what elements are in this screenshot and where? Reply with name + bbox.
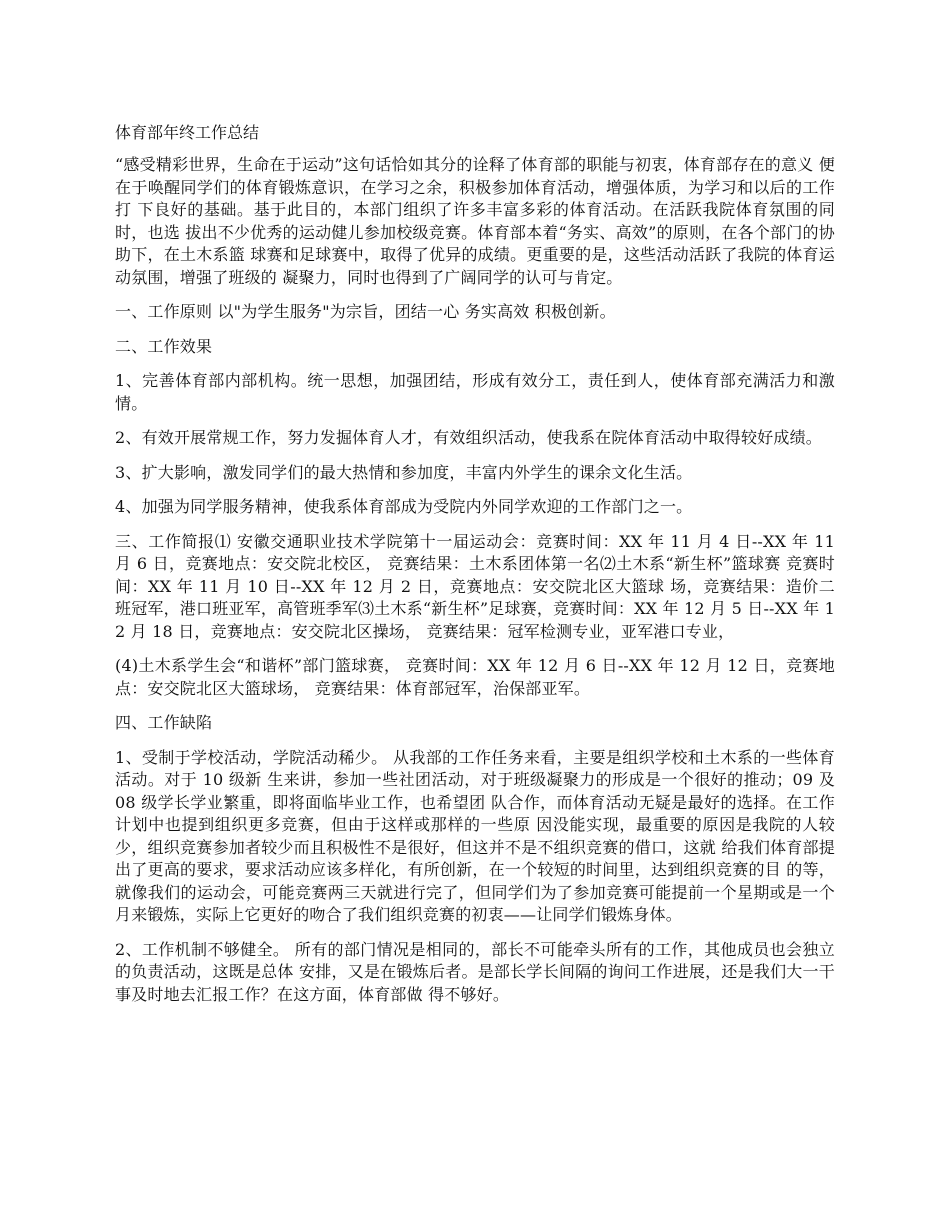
briefing-paragraph: 三、工作简报⑴ 安徽交通职业技术学院第十一届运动会：竞赛时间：XX 年 11 月 4 日--XX 年 11 月 6 日，竞赛地点：安交院北校区， 竞赛结果：土木系团体第一名⑵土木系“新生杯”篮球赛 竞赛时间：XX 年 11 月 10 日--XX 年 12 月 2 日，竞赛地点：安交院北区大篮球 场，竞赛结果：造价二班冠军，港口班亚军，高管班季军⑶土木系“新生杯”足球赛，竞赛时间：XX 年 12 月 5 日--XX 年 12 月 18 日，竞赛地点：安交院北区操场， 竞赛结果：冠军检测专业，亚军港口专业， (115, 531, 835, 641)
section-heading-results: 二、工作效果 (115, 336, 213, 356)
result-item-2: 2、有效开展常规工作，努力发掘体育人才，有效组织活动，使我系在院体育活动中取得较好成绩。 (115, 428, 822, 447)
document-title: 体育部年终工作总结 (115, 123, 260, 142)
section-heading-defects: 四、工作缺陷 (115, 713, 213, 732)
defect-item-1: 1、受制于学校活动，学院活动稀少。 从我部的工作任务来看，主要是组织学校和土木系的一些体育活动。对于 10 级新 生来讲，参加一些社团活动，对于班级凝聚力的形成是一个很好的推动；09 及 08 级学长学业繁重，即将面临毕业工作，也希望团 队合作，而体育活动无疑是最好的选择。在工作计划中也提到组织更多竞赛，但由于这样或那样的一些原 因没能实现，最重要的原因是我院的人较少，组织竞赛参加者较少而且积极性不是很好，但这并不是不组织竞赛的借口，这就 给我们体育部提出了更高的要求，要求活动应该多样化，有所创新，在一个较短的时间里，达到组织竞赛的目 的等，就像我们的运动会，可能竞赛两三天就进行完了，但同学们为了参加竞赛可能提前一个星期或是一个 月来锻炼，实际上它更好的吻合了我们组织竞赛的初衷——让同学们锻炼身体。 (115, 747, 835, 924)
section-principle: 一、工作原则 以"为学生服务"为宗旨，团结一心 务实高效 积极创新。 (115, 302, 616, 321)
intro-paragraph: “感受精彩世界，生命在于运动”这句话恰如其分的诠释了体育部的职能与初衷，体育部存在的意义 便在于唤醒同学们的体育锻炼意识，在学习之余，积极参加体育活动，增强体质，为学习和以后的工作打 下良好的基础。基于此目的，本部门组织了许多丰富多彩的体育活动。在活跃我院体育氛围的同时，也选 拔出不少优秀的运动健儿参加校级竞赛。体育部本着“务实、高效”的原则，在各个部门的协助下，在土木系篮 球赛和足球赛中，取得了优异的成绩。更重要的是，这些活动活跃了我院的体育运动氛围，增强了班级的 凝聚力，同时也得到了广阔同学的认可与肯定。 (115, 155, 835, 287)
briefing-item-4: (4)土木系学生会“和谐杯”部门篮球赛， 竞赛时间：XX 年 12 月 6 日--XX 年 12 月 12 日，竞赛地点：安交院北区大篮球场， 竞赛结果：体育部冠军，治保部亚军。 (115, 656, 835, 698)
result-item-4: 4、加强为同学服务精神，使我系体育部成为受院内外同学欢迎的工作部门之一。 (115, 497, 693, 516)
result-item-3: 3、扩大影响，激发同学们的最大热情和参加度，丰富内外学生的课余文化生活。 (115, 462, 693, 482)
document-page (115, 122, 835, 1018)
defect-item-2: 2、工作机制不够健全。 所有的部门情况是相同的，部长不可能牵头所有的工作，其他成员也会独立的负责活动，这既是总体 安排，又是在锻炼后者。是部长学长间隔的询问工作进展，还是我们大一干事及时地去汇报工作？在这方面，体育部做 得不够好。 (115, 939, 835, 1004)
result-item-1: 1、完善体育部内部机构。统一思想，加强团结，形成有效分工，责任到人，使体育部充满活力和激情。 (115, 371, 835, 413)
